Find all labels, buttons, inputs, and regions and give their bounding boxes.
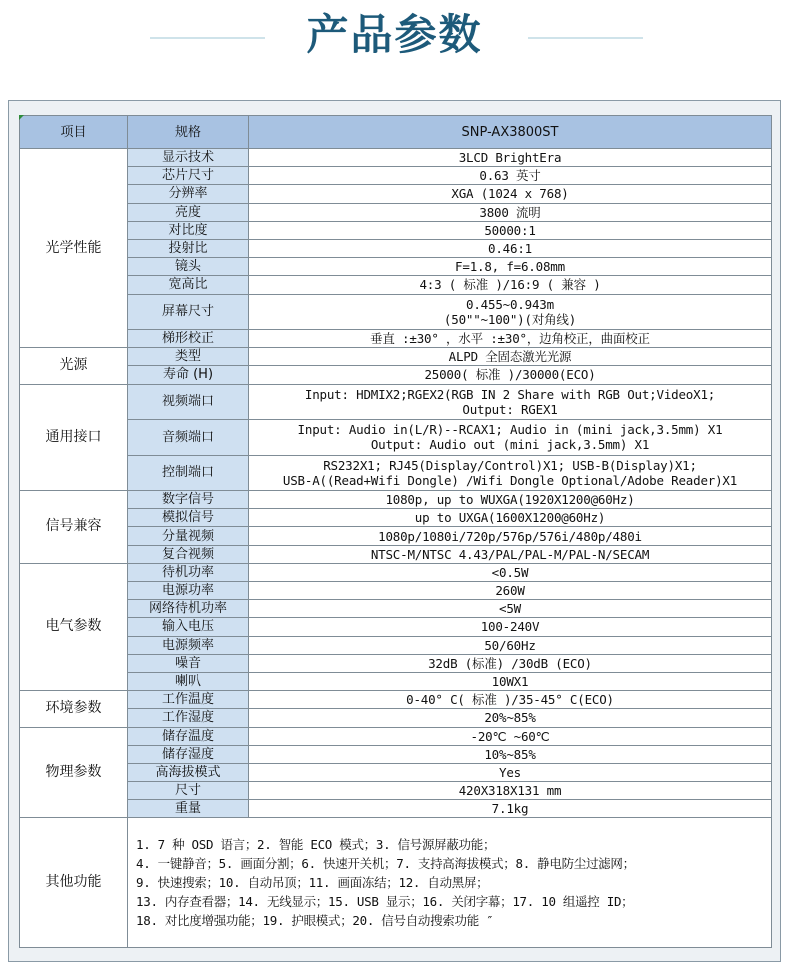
value-cell: [249, 582, 772, 600]
table-row: [20, 727, 772, 745]
item-cell: 宽高比: [128, 276, 249, 294]
value-line: 0.46:1: [488, 241, 532, 257]
value-line: 7.1kg: [491, 801, 529, 817]
table-header-row: [20, 116, 772, 149]
table-row: [20, 149, 772, 167]
category-cell: 光源: [20, 348, 128, 384]
value-cell: [249, 239, 772, 257]
table-row: [20, 636, 772, 654]
item-cell: 网络待机功率: [128, 600, 249, 618]
value-line: 260W: [495, 583, 525, 599]
item-cell: 待机功率: [128, 563, 249, 581]
value-cell: [249, 691, 772, 709]
item-cell: 镜头: [128, 258, 249, 276]
item-cell: 寿命 (H): [128, 366, 249, 384]
value-line: Output: RGEX1: [462, 401, 558, 417]
item-cell: 梯形校正: [128, 330, 249, 348]
value-cell: [249, 276, 772, 294]
item-cell: 音频端口: [128, 420, 249, 456]
item-cell: 储存温度: [128, 727, 249, 745]
value-line: Yes: [499, 764, 521, 780]
table-row: [20, 563, 772, 581]
item-cell: 类型: [128, 348, 249, 366]
other-function-line: 13. 内存查看器；14. 无线显示；15. USB 显示；16. 关闭字幕；17. 10 组遥控 ID；: [136, 894, 634, 910]
page-title: 产品参数: [306, 10, 483, 59]
value-cell: [249, 366, 772, 384]
value-line: 0.455~0.943m: [466, 296, 554, 312]
value-line: 25000( 标准 )/30000(ECO): [424, 367, 596, 383]
table-row: [20, 672, 772, 690]
table-row: [20, 745, 772, 763]
category-cell: 环境参数: [20, 691, 128, 727]
table-row: [20, 239, 772, 257]
value-cell: [249, 636, 772, 654]
item-cell: 投射比: [128, 239, 249, 257]
title-divider-right: [528, 37, 643, 39]
item-cell: 视频端口: [128, 384, 249, 420]
table-row: [20, 618, 772, 636]
category-cell: 其他功能: [20, 818, 128, 948]
table-row: [20, 527, 772, 545]
value-line: NTSC-M/NTSC 4.43/PAL/PAL-M/PAL-N/SECAM: [370, 546, 650, 562]
table-row: [20, 185, 772, 203]
value-line: 10WX1: [491, 674, 529, 690]
value-cell: [249, 348, 772, 366]
value-cell: [249, 455, 772, 491]
table-row: [20, 276, 772, 294]
item-cell: 屏幕尺寸: [128, 294, 249, 330]
table-row: [20, 294, 772, 330]
table-row: [20, 582, 772, 600]
other-function-line: 18. 对比度增强功能；19. 护眼模式；20. 信号自动搜索功能 ″: [136, 913, 494, 929]
table-row: [20, 509, 772, 527]
value-cell: [249, 221, 772, 239]
item-cell: 芯片尺寸: [128, 167, 249, 185]
value-cell: [249, 509, 772, 527]
item-cell: 复合视频: [128, 545, 249, 563]
value-cell: [249, 745, 772, 763]
value-cell: [249, 420, 772, 456]
value-cell: [249, 800, 772, 818]
value-cell: [249, 654, 772, 672]
item-cell: 工作温度: [128, 691, 249, 709]
value-cell: [249, 618, 772, 636]
value-line: <0.5W: [491, 564, 529, 580]
value-line: 50000:1: [484, 222, 536, 238]
header-model: SNP-AX3800ST: [249, 116, 772, 149]
value-line: 100-240V: [480, 619, 540, 635]
item-cell: 高海拔模式: [128, 763, 249, 781]
item-cell: 数字信号: [128, 491, 249, 509]
value-line: up to UXGA(1600X1200@60Hz): [414, 510, 606, 526]
item-cell: 输入电压: [128, 618, 249, 636]
value-line: 420X318X131 mm: [458, 783, 562, 799]
item-cell: 电源频率: [128, 636, 249, 654]
value-cell: [249, 563, 772, 581]
value-cell: [249, 167, 772, 185]
table-row: [20, 654, 772, 672]
table-row: [20, 167, 772, 185]
table-row: [20, 782, 772, 800]
item-cell: 模拟信号: [128, 509, 249, 527]
other-function-line: 1. 7 种 OSD 语言；2. 智能 ECO 模式；3. 信号源屏蔽功能；: [136, 837, 496, 853]
item-cell: 显示技术: [128, 149, 249, 167]
item-cell: 工作湿度: [128, 709, 249, 727]
table-row: [20, 545, 772, 563]
value-line: USB-A((Read+Wifi Dongle) /Wifi Dongle Optional/Adobe Reader)X1: [282, 472, 738, 488]
value-line: XGA (1024 x 768): [451, 186, 569, 202]
value-cell: [249, 545, 772, 563]
value-line: 0.63 英寸: [479, 168, 541, 184]
item-cell: 电源功率: [128, 582, 249, 600]
table-row: [20, 384, 772, 420]
header-item: 项目: [20, 116, 128, 149]
header-spec: 规格: [128, 116, 249, 149]
value-line: 3800 流明: [479, 204, 541, 220]
table-row: [20, 600, 772, 618]
value-line: RS232X1; RJ45(Display/Control)X1; USB-B(Display)X1;: [323, 457, 697, 473]
item-cell: 尺寸: [128, 782, 249, 800]
table-row: [20, 330, 772, 348]
value-line: Output: Audio out (mini jack,3.5mm) X1: [370, 437, 650, 453]
item-cell: 储存湿度: [128, 745, 249, 763]
item-cell: 重量: [128, 800, 249, 818]
spec-table: [19, 115, 772, 948]
value-cell: [249, 709, 772, 727]
value-cell: [249, 727, 772, 745]
category-cell: 电气参数: [20, 563, 128, 690]
item-cell: 对比度: [128, 221, 249, 239]
value-cell: [249, 384, 772, 420]
value-cell: [249, 600, 772, 618]
table-row: [20, 455, 772, 491]
value-line: -20℃ ~60℃: [470, 728, 550, 744]
value-line: 3LCD BrightEra: [458, 150, 562, 166]
value-cell: [249, 185, 772, 203]
value-cell: [249, 672, 772, 690]
value-line: ALPD 全固态激光光源: [448, 349, 572, 365]
table-row: [20, 763, 772, 781]
item-cell: 噪音: [128, 654, 249, 672]
value-line: 1080p/1080i/720p/576p/576i/480p/480i: [378, 528, 642, 544]
table-row: [20, 203, 772, 221]
value-line: 0-40° C( 标准 )/35-45° C(ECO): [406, 692, 614, 708]
table-row: [20, 800, 772, 818]
other-functions-cell: [128, 818, 772, 948]
table-row: [20, 258, 772, 276]
value-cell: [249, 149, 772, 167]
value-line: 32dB (标准) /30dB (ECO): [428, 655, 592, 671]
category-cell: 物理参数: [20, 727, 128, 818]
value-line: 4:3 ( 标准 )/16:9 ( 兼容 ): [419, 277, 601, 293]
table-row: [20, 348, 772, 366]
value-line: (50""~100")(对角线): [443, 311, 577, 327]
item-cell: 控制端口: [128, 455, 249, 491]
category-cell: 信号兼容: [20, 491, 128, 564]
table-row: [20, 691, 772, 709]
table-row: [20, 221, 772, 239]
corner-marker: [19, 115, 24, 120]
value-cell: [249, 491, 772, 509]
value-cell: [249, 203, 772, 221]
item-cell: 喇叭: [128, 672, 249, 690]
value-line: 1080p, up to WUXGA(1920X1200@60Hz): [385, 492, 635, 508]
category-cell: 通用接口: [20, 384, 128, 491]
table-row-other: [20, 818, 772, 948]
value-cell: [249, 294, 772, 330]
value-line: 50/60Hz: [484, 637, 536, 653]
value-line: Input: Audio in(L/R)--RCAX1; Audio in (mini jack,3.5mm) X1: [297, 422, 723, 438]
value-line: 20%~85%: [484, 710, 536, 726]
other-function-line: 4. 一键静音；5. 画面分割；6. 快速开关机；7. 支持高海拔模式；8. 静电防尘过滤网；: [136, 856, 635, 872]
item-cell: 亮度: [128, 203, 249, 221]
value-cell: [249, 258, 772, 276]
value-cell: [249, 782, 772, 800]
other-function-line: 9. 快速搜索；10. 自动吊顶；11. 画面冻结；12. 自动黑屏；: [136, 875, 489, 891]
item-cell: 分辨率: [128, 185, 249, 203]
value-line: 10%~85%: [484, 746, 536, 762]
value-cell: [249, 527, 772, 545]
category-cell: 光学性能: [20, 149, 128, 348]
table-row: [20, 709, 772, 727]
value-line: F=1.8, f=6.08mm: [455, 259, 565, 275]
table-row: [20, 420, 772, 456]
value-cell: [249, 763, 772, 781]
table-row: [20, 366, 772, 384]
page-header: [0, 0, 789, 80]
table-row: [20, 491, 772, 509]
item-cell: 分量视频: [128, 527, 249, 545]
value-line: Input: HDMIX2;RGEX2(RGB IN 2 Share with RGB Out;VideoX1;: [304, 386, 716, 402]
value-cell: [249, 330, 772, 348]
value-line: <5W: [499, 601, 521, 617]
value-line: 垂直 :±30° ，水平 :±30°，边角校正，曲面校正: [370, 331, 650, 347]
